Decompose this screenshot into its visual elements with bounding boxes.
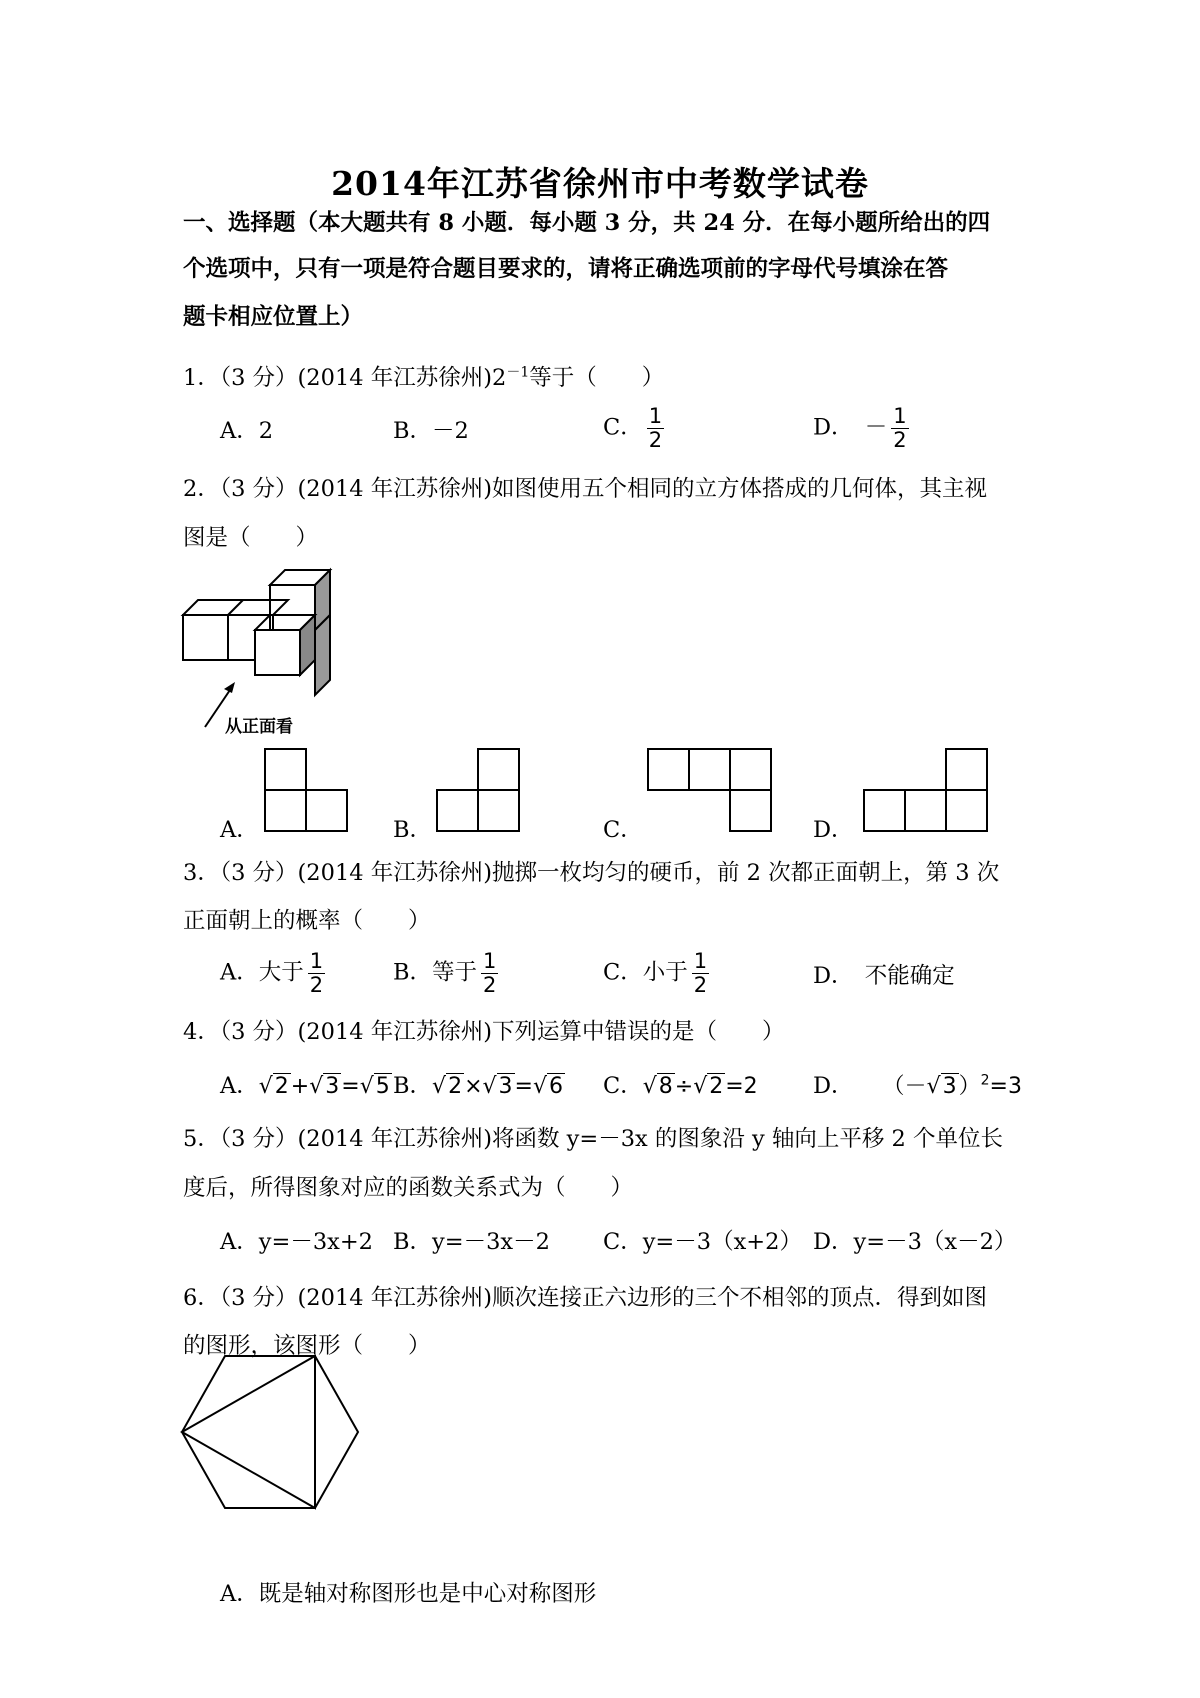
- question-3-option-c: C．小于 $\frac{1}{2}$: [603, 949, 708, 997]
- question-4-option-b: B．√2×√3=√6: [393, 1073, 564, 1099]
- question-6-stem-line1: 6．（3 分）(2014 年江苏徐州)顺次连接正六边形的三个不相邻的顶点．得到如图: [183, 1285, 988, 1311]
- math-expression: √2+√3=√5: [258, 1074, 390, 1099]
- question-5-option-a: A．y=－3x+2: [220, 1229, 373, 1255]
- question-3-option-b: B．等于 $\frac{1}{2}$: [393, 949, 497, 997]
- cube-solid-figure: [180, 565, 340, 735]
- question-2-option-b: B．: [393, 817, 433, 843]
- option-b-view-figure: [436, 748, 520, 832]
- question-2-stem-line2: 图是（ ）: [183, 525, 319, 551]
- fraction: $\frac{1}{2}$: [693, 949, 708, 997]
- question-6-option-a: A．既是轴对称图形也是中心对称图形: [220, 1581, 597, 1607]
- question-3-option-a: A．大于 $\frac{1}{2}$: [220, 949, 324, 997]
- section-heading-line3: 题卡相应位置上）: [183, 304, 364, 330]
- math-expression: √8÷√2=2: [642, 1074, 758, 1099]
- question-5-option-c: C．y=－3（x+2）: [603, 1229, 802, 1255]
- question-5-option-b: B．y=－3x－2: [393, 1229, 550, 1255]
- figure-label: 从正面看: [225, 717, 293, 737]
- page-title: 2014年江苏省徐州市中考数学试卷: [331, 164, 869, 203]
- question-3-stem-line2: 正面朝上的概率（ ）: [183, 908, 431, 934]
- fraction: $\frac{1}{2}$: [309, 949, 324, 997]
- question-2-stem-line1: 2．（3 分）(2014 年江苏徐州)如图使用五个相同的立方体搭成的几何体，其主视: [183, 476, 988, 502]
- question-1-stem: 1．（3 分）(2014 年江苏徐州)$2^{-1}$等于（ ）: [183, 364, 665, 391]
- section-heading-line1: 一、选择题（本大题共有 8 小题．每小题 3 分，共 24 分．在每小题所给出的四: [183, 210, 991, 236]
- fraction: $\frac{1}{2}$: [483, 949, 497, 997]
- question-1-option-d: D． － $\frac{1}{2}$: [813, 404, 907, 452]
- question-5-option-d: D．y=－3（x－2）: [813, 1229, 1017, 1255]
- question-5-stem-line2: 度后，所得图象对应的函数关系式为（ ）: [183, 1175, 634, 1201]
- hexagon-triangle-figure: [180, 1350, 360, 1515]
- question-1-option-a: A．2: [220, 418, 274, 444]
- question-3-option-d: D． 不能确定: [813, 963, 955, 989]
- fraction: $\frac{1}{2}$: [648, 404, 663, 452]
- math-expression: √2×√3=√6: [432, 1074, 564, 1099]
- question-4-option-c: C．√8÷√2=2: [603, 1073, 758, 1099]
- question-5-stem-line1: 5．（3 分）(2014 年江苏徐州)将函数 y=－3x 的图象沿 y 轴向上平移 2 个单位长: [183, 1126, 1004, 1152]
- option-c-view-figure: [647, 748, 773, 832]
- question-2-option-a: A．: [220, 817, 259, 843]
- question-2-option-d: D．: [813, 817, 854, 843]
- option-a-view-figure: [264, 748, 348, 832]
- question-4-option-d: D． $(-√3)^2=3$: [813, 1072, 1022, 1099]
- question-2-option-c: C．: [603, 817, 643, 843]
- question-4-stem: 4．（3 分）(2014 年江苏徐州)下列运算中错误的是（ ）: [183, 1019, 785, 1045]
- question-4-option-a: A．√2+√3=√5: [220, 1073, 390, 1099]
- question-1-option-b: B．－2: [393, 418, 469, 444]
- section-heading-line2: 个选项中，只有一项是符合题目要求的，请将正确选项前的字母代号填涂在答: [183, 256, 949, 282]
- question-6-stem-line2: 的图形，该图形（ ）: [183, 1333, 431, 1359]
- question-3-stem-line1: 3．（3 分）(2014 年江苏徐州)抛掷一枚均匀的硬币，前 2 次都正面朝上，第 3 次: [183, 860, 1000, 886]
- question-1-option-c: C． $\frac{1}{2}$: [603, 404, 663, 452]
- math-expression: $(-√3)^2=3$: [893, 1072, 1022, 1099]
- option-d-view-figure: [863, 748, 989, 832]
- fraction: $\frac{1}{2}$: [893, 404, 907, 452]
